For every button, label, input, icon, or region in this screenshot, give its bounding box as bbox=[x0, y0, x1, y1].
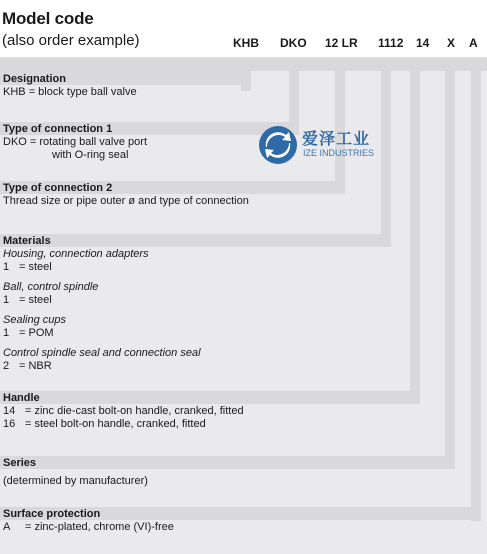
section-text: Thread size or pipe outer ø and type of connection bbox=[3, 195, 249, 207]
section-text: (determined by manufacturer) bbox=[3, 475, 148, 487]
code-description: = POM bbox=[19, 327, 54, 339]
page-subtitle: (also order example) bbox=[2, 32, 140, 49]
material-group-label: Control spindle seal and connection seal bbox=[3, 347, 201, 359]
definition-line bbox=[3, 360, 201, 373]
definition-line bbox=[3, 405, 244, 418]
material-group-label: Housing, connection adapters bbox=[3, 248, 149, 260]
section-heading: Handle bbox=[3, 392, 40, 404]
section-heading: Designation bbox=[3, 73, 66, 85]
page-title: Model code bbox=[2, 9, 94, 28]
code-value: DKO bbox=[3, 136, 27, 148]
code-value: 16 bbox=[3, 418, 16, 430]
code-part-surface: A bbox=[469, 36, 478, 50]
code-value: A bbox=[3, 521, 11, 533]
code-part-connection1: DKO bbox=[280, 36, 307, 50]
code-description: = zinc die-cast bolt-on handle, cranked, fitted bbox=[25, 405, 244, 417]
definition-line bbox=[3, 294, 201, 307]
section-connection1 bbox=[3, 123, 147, 162]
material-group-label: Sealing cups bbox=[3, 314, 66, 326]
code-part-designation: KHB bbox=[233, 36, 259, 50]
definition-line bbox=[3, 418, 244, 431]
connector-handle bbox=[410, 57, 420, 397]
section-handle bbox=[3, 392, 244, 431]
section-heading: Surface protection bbox=[3, 508, 101, 520]
code-value: 1 bbox=[3, 294, 10, 306]
code-description: = steel bbox=[19, 261, 52, 273]
code-value: 14 bbox=[3, 405, 16, 417]
logo-text-cn: 爱泽工业 bbox=[302, 131, 371, 148]
section-heading: Materials bbox=[3, 235, 51, 247]
definition-line bbox=[3, 86, 137, 99]
section-series bbox=[3, 457, 148, 488]
section-heading: Type of connection 1 bbox=[3, 123, 113, 135]
code-description: = block type ball valve bbox=[28, 86, 137, 98]
section-surface bbox=[3, 508, 174, 534]
ize-logo bbox=[258, 123, 398, 167]
code-description: = NBR bbox=[19, 360, 52, 372]
definition-line bbox=[3, 136, 147, 149]
code-description: = zinc-plated, chrome (VI)-free bbox=[25, 521, 174, 533]
connector-series bbox=[445, 57, 455, 463]
section-heading: Type of connection 2 bbox=[3, 182, 113, 194]
connector-surface bbox=[471, 57, 481, 521]
code-part-connection2: 12 LR bbox=[325, 36, 358, 50]
code-value: 1 bbox=[3, 327, 10, 339]
ize-swirl-logo-icon bbox=[258, 125, 298, 165]
logo-text-en: IZE INDUSTRIES bbox=[303, 148, 375, 158]
material-group-label: Ball, control spindle bbox=[3, 281, 99, 293]
code-part-handle: 14 bbox=[416, 36, 430, 50]
definition-line bbox=[3, 521, 174, 534]
code-part-series: X bbox=[447, 36, 456, 50]
section-materials bbox=[3, 235, 201, 373]
code-value: 2 bbox=[3, 360, 10, 372]
code-value: KHB bbox=[3, 86, 26, 98]
section-designation bbox=[3, 73, 137, 99]
definition-line bbox=[3, 261, 201, 274]
connector-connection1 bbox=[289, 57, 299, 131]
definition-line bbox=[3, 327, 201, 340]
code-description: = steel bbox=[19, 294, 52, 306]
code-part-materials: 1112 bbox=[378, 36, 404, 50]
code-description: = steel bolt-on handle, cranked, fitted bbox=[25, 418, 206, 430]
definition-continuation: with O-ring seal bbox=[52, 149, 129, 161]
section-connection2 bbox=[3, 182, 249, 208]
section-heading: Series bbox=[3, 457, 37, 469]
code-value: 1 bbox=[3, 261, 10, 273]
code-description: = rotating ball valve port bbox=[29, 136, 148, 148]
